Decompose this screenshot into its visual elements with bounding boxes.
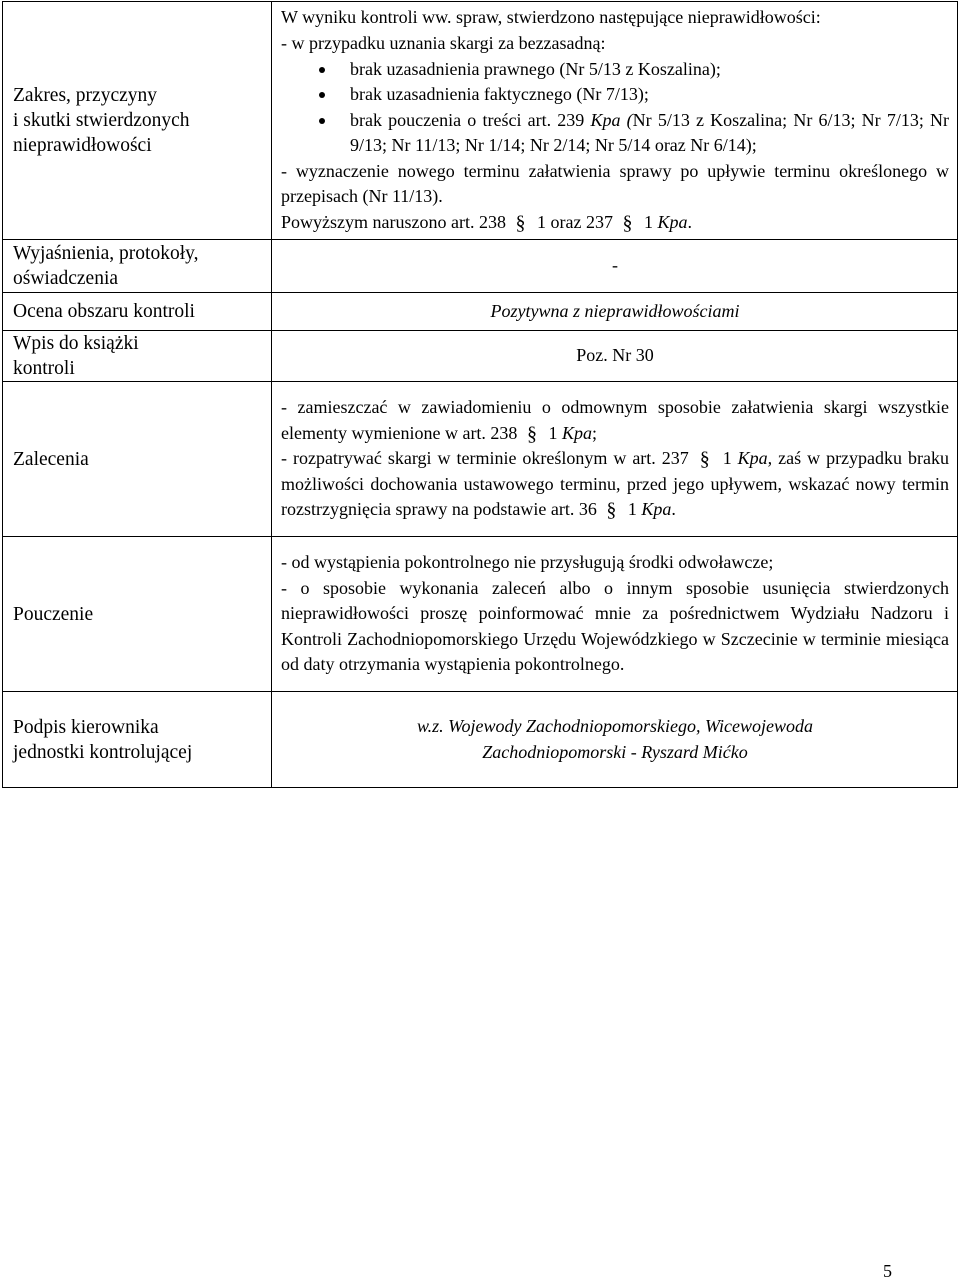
instruction-item: - o sposobie wykonania zaleceń albo o innym sposobie usunięcia stwierdzonych nieprawidłowości proszę poinformować mnie za pośrednictwem Wydziału Nadzoru i Kontroli Zachodniopomorskiego Urzędu Wojewódzkiego w Szczecinie w terminie miesiąca od daty otrzymania wystąpienia pokontrolnego. bbox=[281, 577, 949, 675]
content-zakres bbox=[272, 2, 958, 240]
paragraph-sign-icon bbox=[601, 500, 623, 518]
content-podpis bbox=[272, 692, 958, 788]
text-span: brak pouczenia o treści art. 239 bbox=[350, 109, 591, 130]
paragraph-sign-icon bbox=[695, 449, 717, 467]
text-span: 1 bbox=[716, 448, 738, 469]
kpa-text: Kpa ( bbox=[590, 109, 633, 130]
paragraph-sign-icon bbox=[510, 213, 532, 231]
row-zakres bbox=[3, 2, 958, 240]
text-span: Powyższym naruszono art. 238 bbox=[281, 212, 511, 233]
recommendation-item bbox=[281, 395, 949, 446]
violation-text bbox=[281, 210, 949, 236]
sub-item: - wyznaczenie nowego terminu załatwienia sprawy po upływie terminu określonego w przepisach (Nr 11/13). bbox=[281, 160, 949, 207]
text-span: . bbox=[687, 212, 692, 233]
row-zalecenia bbox=[3, 382, 958, 537]
content-wpis: Poz. Nr 30 bbox=[272, 331, 958, 382]
signature-line: w.z. Wojewody Zachodniopomorskiego, Wicewojewoda bbox=[417, 715, 813, 736]
row-wpis bbox=[3, 331, 958, 382]
text-span: . bbox=[671, 499, 676, 520]
label-pouczenie: Pouczenie bbox=[3, 537, 272, 692]
kpa-text: Kpa bbox=[561, 422, 592, 443]
paragraph-sign-icon bbox=[617, 213, 639, 231]
row-ocena bbox=[3, 293, 958, 331]
paragraph-sign-icon bbox=[522, 424, 544, 442]
text-span: 1 bbox=[639, 212, 658, 233]
kpa-text: Kpa bbox=[657, 212, 688, 233]
label-line: jednostki kontrolującej bbox=[13, 741, 193, 763]
text-span: ; bbox=[591, 422, 597, 443]
row-wyjasnienia bbox=[3, 240, 958, 293]
label-line: kontroli bbox=[13, 358, 75, 379]
text-span: zaś w przypadku braku możliwości dochowania ustawowego terminu, przed jego upływem, wskazać nowy termin rozstrzygnięcia sprawy na podstawie art. 36 bbox=[281, 448, 949, 520]
label-line: Podpis kierownika bbox=[13, 716, 159, 738]
recommendation-item bbox=[281, 446, 949, 523]
label-line: i skutki stwierdzonych bbox=[13, 110, 190, 131]
label-line: oświadczenia bbox=[13, 268, 119, 289]
sub-item: - w przypadku uznania skargi za bezzasadną: bbox=[281, 32, 606, 53]
text-span: 1 oraz 237 bbox=[532, 212, 618, 233]
text-span: 1 bbox=[543, 422, 562, 443]
bullet-item bbox=[281, 108, 949, 159]
content-ocena: Pozytywna z nieprawidłowościami bbox=[272, 293, 958, 331]
label-line: Wyjaśnienia, protokoły, bbox=[13, 243, 199, 264]
content-pouczenie bbox=[272, 537, 958, 692]
bullet-item: brak uzasadnienia faktycznego (Nr 7/13); bbox=[281, 82, 949, 108]
text-span: - zamieszczać w zawiadomieniu o odmownym sposobie załatwienia skargi wszystkie elementy wymienione w art. 238 bbox=[281, 397, 949, 443]
label-podpis bbox=[3, 692, 272, 788]
kpa-text: Kpa, bbox=[737, 448, 773, 469]
content-wyjasnienia: - bbox=[272, 240, 958, 293]
kpa-text: Kpa bbox=[641, 499, 672, 520]
instruction-item: - od wystąpienia pokontrolnego nie przysługują środki odwoławcze; bbox=[281, 552, 774, 573]
label-wpis bbox=[3, 331, 272, 382]
label-wyjasnienia bbox=[3, 240, 272, 293]
bullet-item: brak uzasadnienia prawnego (Nr 5/13 z Koszalina); bbox=[281, 57, 949, 83]
row-podpis bbox=[3, 692, 958, 788]
label-line: nieprawidłowości bbox=[13, 135, 152, 156]
label-ocena: Ocena obszaru kontroli bbox=[3, 293, 272, 331]
label-line: Wpis do książki bbox=[13, 333, 139, 354]
text-span: - rozpatrywać skargi w terminie określonym w art. 237 bbox=[281, 448, 695, 469]
label-zakres bbox=[3, 2, 272, 240]
text-span: Nr 5/13 z Koszalina; Nr 6/13; Nr 7/13; Nr 9/13; Nr 11/13; Nr 1/14; Nr 2/14; Nr 5/14 oraz Nr 6/14); bbox=[350, 109, 950, 156]
page-number: 5 bbox=[883, 1261, 892, 1281]
row-pouczenie bbox=[3, 537, 958, 692]
intro-text: W wyniku kontroli ww. spraw, stwierdzono następujące nieprawidłowości: bbox=[281, 7, 821, 28]
label-line: Zakres, przyczyny bbox=[13, 85, 158, 106]
label-zalecenia: Zalecenia bbox=[3, 382, 272, 537]
text-span: 1 bbox=[623, 499, 642, 520]
control-report-table bbox=[2, 1, 958, 788]
content-zalecenia bbox=[272, 382, 958, 537]
signature-line: Zachodniopomorski - Ryszard Mićko bbox=[482, 741, 748, 762]
